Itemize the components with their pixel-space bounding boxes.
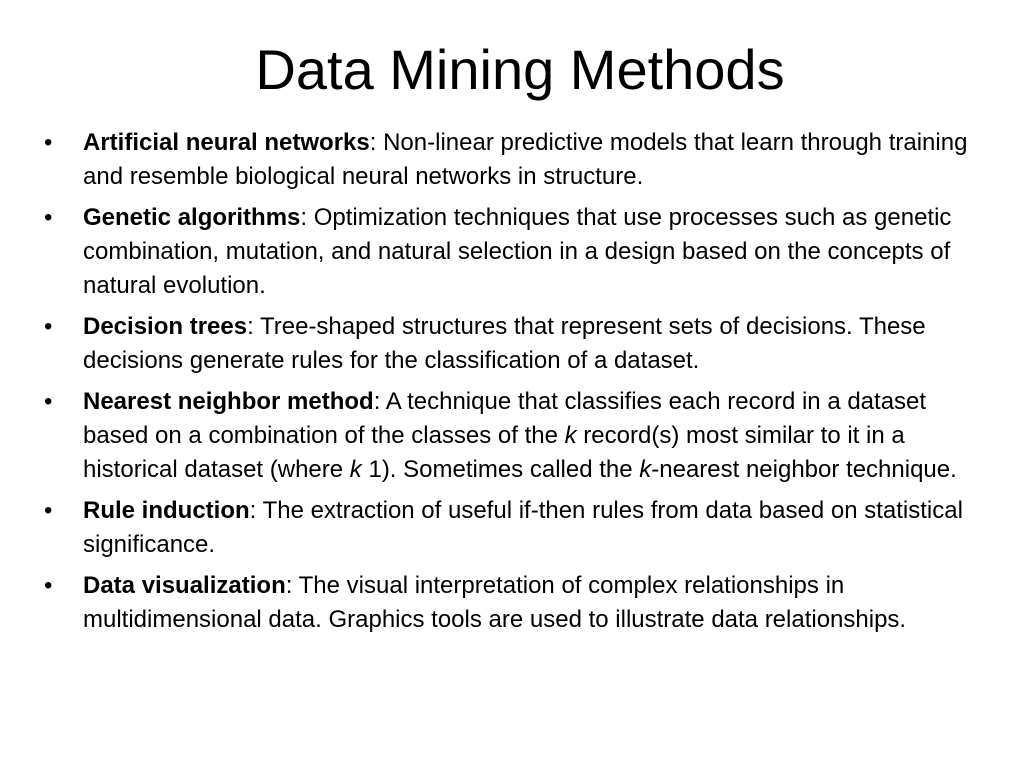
bullet-text: Tree-shaped structures that represent sets of decisions. These decisions generate rules for the classification of a dataset. xyxy=(83,313,926,374)
bullet-dot: • xyxy=(44,572,53,599)
bullet-term: Decision trees xyxy=(83,313,248,340)
bullet-term: Artificial neural networks xyxy=(83,129,370,156)
k-variable: k xyxy=(564,422,577,449)
bullet-dot: • xyxy=(44,129,53,156)
bullet-term: Data visualization xyxy=(83,572,286,599)
bullet-text: The extraction of useful if-then rules from data based on statistical significance. xyxy=(83,497,963,558)
bullet-term: Genetic algorithms xyxy=(83,204,301,231)
bullet-term: Rule induction xyxy=(83,497,250,524)
bullet-colon: : xyxy=(247,313,254,340)
bullet-text: The visual interpretation of complex relationships in multidimensional data. Graphics tools are used to illustrate data relationships. xyxy=(83,572,907,633)
bullet-item-artificial-neural-networks xyxy=(44,126,994,194)
slide-title: Data Mining Methods xyxy=(255,38,785,101)
bullet-item-data-visualization xyxy=(44,569,994,637)
bullet-dot: • xyxy=(44,497,53,524)
bullet-term: Nearest neighbor method xyxy=(83,388,374,415)
k-variable: k xyxy=(349,456,362,483)
bullet-text: -nearest neighbor technique. xyxy=(651,456,957,483)
bullet-dot: • xyxy=(44,388,53,415)
bullet-item-nearest-neighbor-method xyxy=(44,385,994,487)
k-variable: k xyxy=(639,456,652,483)
bullet-text: 1). Sometimes called the xyxy=(361,456,640,483)
bullet-dot: • xyxy=(44,204,53,231)
bullet-text: Non-linear predictive models that learn through training and resemble biological neural networks in structure. xyxy=(83,129,968,190)
bullet-item-genetic-algorithms xyxy=(44,201,994,303)
bullet-colon: : xyxy=(300,204,308,231)
bullet-text: record(s) most similar to it in a historical dataset (where xyxy=(83,422,905,483)
bullet-list xyxy=(44,126,994,644)
bullet-item-rule-induction xyxy=(44,494,994,562)
bullet-colon: : xyxy=(373,388,381,415)
bullet-text: A technique that classifies each record in a dataset based on a combination of the classes of the xyxy=(83,388,927,449)
bullet-dot: • xyxy=(44,313,53,340)
bullet-text: Optimization techniques that use processes such as genetic combination, mutation, and natural selection in a design based on the concepts of natural evolution. xyxy=(83,204,952,299)
bullet-item-decision-trees xyxy=(44,310,994,378)
bullet-colon: : xyxy=(249,497,257,524)
bullet-colon: : xyxy=(285,572,293,599)
bullet-colon: : xyxy=(369,129,377,156)
